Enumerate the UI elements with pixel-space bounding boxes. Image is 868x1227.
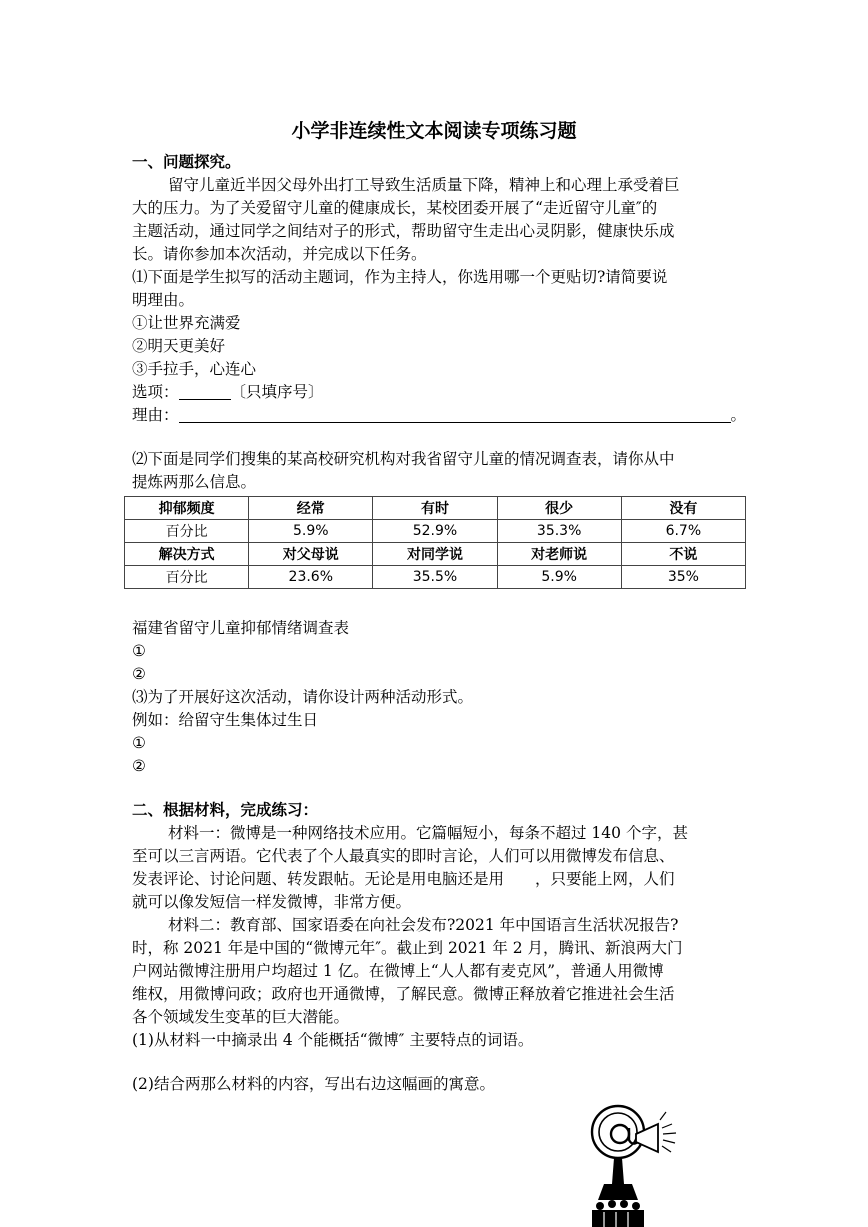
question-2-line: ⑵下面是同学们搜集的某高校研究机构对我省留守儿童的情况调查表，请你从中 [132, 450, 675, 468]
weibo-cartoon-image [578, 1098, 688, 1227]
table-cell: 5.9% [249, 520, 373, 543]
answer-marker: ① [132, 734, 146, 752]
choice-blank[interactable] [179, 383, 231, 400]
table-caption: 福建省留守儿童抑郁情绪调查表 [132, 619, 350, 637]
material1-line: 材料一：微博是一种网络技术应用。它篇幅短小，每条不超过 140 个字，甚 [168, 824, 688, 842]
material1-line: 就可以像发短信一样发微博，非常方便。 [132, 893, 412, 911]
table-cell: 对父母说 [249, 543, 373, 566]
table-row [125, 543, 746, 566]
answer-marker: ② [132, 665, 146, 683]
table-cell: 6.7% [621, 520, 745, 543]
reason-label: 理由： [132, 406, 179, 424]
survey-table [124, 496, 746, 589]
question-1-line: 明理由。 [132, 291, 195, 309]
material1-line: 发表评论、讨论问题、转发跟帖。无论是用电脑还是用 ，只要能上网，人们 [132, 870, 675, 888]
material2-line: 各个领域发生变革的巨大潜能。 [132, 1008, 350, 1026]
table-row [125, 520, 746, 543]
material2-line: 材料二：教育部、国家语委在向社会发布?2021 年中国语言生活状况报告? [168, 916, 679, 934]
answer-marker: ② [132, 757, 146, 775]
question-2-line: 提炼两那么信息。 [132, 473, 257, 491]
table-cell: 有时 [373, 497, 497, 520]
table-cell: 抑郁频度 [125, 497, 249, 520]
table-cell: 解决方式 [125, 543, 249, 566]
section2-question-1: (1)从材料一中摘录出 4 个能概括“微博″ 主要特点的词语。 [132, 1031, 534, 1049]
section1-heading: 一、问题探究。 [132, 152, 241, 171]
table-cell: 很少 [497, 497, 621, 520]
table-row [125, 497, 746, 520]
table-cell: 5.9% [497, 566, 621, 589]
section2-heading: 二、根据材料，完成练习： [132, 800, 319, 819]
choice-line [132, 381, 324, 403]
table-cell: 35% [621, 566, 745, 589]
intro-line: 留守儿童近半因父母外出打工导致生活质量下降，精神上和心理上承受着巨 [168, 176, 680, 194]
table-cell: 不说 [621, 543, 745, 566]
table-cell: 百分比 [125, 520, 249, 543]
table-cell: 52.9% [373, 520, 497, 543]
reason-line [132, 404, 746, 426]
intro-line: 长。请你参加本次活动，并完成以下任务。 [132, 245, 427, 263]
table-cell: 对同学说 [373, 543, 497, 566]
reason-end: 。 [730, 406, 747, 424]
option-3: ③手拉手，心连心 [132, 360, 257, 378]
material2-line: 户网站微博注册用户均超过 1 亿。在微博上“人人都有麦克风”，普通人用微博 [132, 962, 664, 980]
table-cell: 23.6% [249, 566, 373, 589]
table-cell: 35.5% [373, 566, 497, 589]
choice-label: 选项： [132, 383, 179, 401]
answer-marker: ① [132, 642, 146, 660]
intro-line: 主题活动，通过同学之间结对子的形式，帮助留守生走出心灵阴影，健康快乐成 [132, 222, 675, 240]
reason-blank[interactable] [179, 406, 731, 423]
page-title: 小学非连续性文本阅读专项练习题 [291, 120, 577, 142]
table-cell: 没有 [621, 497, 745, 520]
table-cell: 百分比 [125, 566, 249, 589]
option-2: ②明天更美好 [132, 337, 226, 355]
table-cell: 经常 [249, 497, 373, 520]
choice-hint: 〔只填序号〕 [230, 383, 324, 401]
material1-line: 至可以三言两语。它代表了个人最真实的即时言论，人们可以用微博发布信息、 [132, 847, 675, 865]
question-3-example: 例如：给留守生集体过生日 [132, 711, 319, 729]
question-3: ⑶为了开展好这次活动，请你设计两种活动形式。 [132, 688, 474, 706]
question-1-line: ⑴下面是学生拟写的活动主题词，作为主持人，你选用哪一个更贴切?请简要说 [132, 268, 668, 286]
intro-line: 大的压力。为了关爱留守儿童的健康成长，某校团委开展了“走近留守儿童″的 [132, 199, 658, 217]
option-1: ①让世界充满爱 [132, 314, 241, 332]
table-cell: 对老师说 [497, 543, 621, 566]
table-row [125, 566, 746, 589]
table-cell: 35.3% [497, 520, 621, 543]
material2-line: 时，称 2021 年是中国的“微博元年″。截止到 2021 年 2 月，腾讯、新浪两大门 [132, 939, 683, 957]
material2-line: 维权，用微博问政；政府也开通微博，了解民意。微博正释放着它推进社会生活 [132, 985, 675, 1003]
section2-question-2: (2)结合两那么材料的内容，写出右边这幅画的寓意。 [132, 1075, 495, 1093]
